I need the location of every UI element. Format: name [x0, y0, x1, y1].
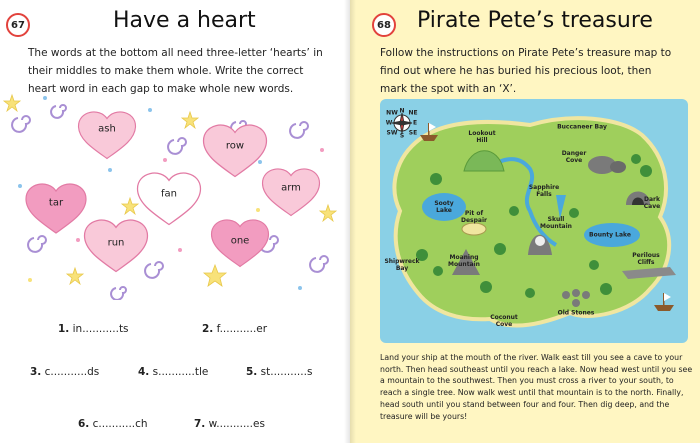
swirl-icon: [290, 122, 308, 138]
label-sooty-lake: Sooty Lake: [434, 200, 454, 214]
label-old-stones: Old Stones: [557, 309, 595, 317]
swirl-icon: [145, 262, 163, 278]
swirl-icon: [310, 256, 328, 272]
pirate-ship-icon: [654, 293, 674, 311]
label-dark-cave: Dark Cave: [643, 196, 661, 210]
swirl-icon: [51, 105, 66, 118]
label-bounty-lake: Bounty Lake: [589, 231, 631, 239]
label-perilous-cliffs: Perilous Cliffs: [632, 252, 660, 266]
answer-line-4[interactable]: 4. s...........tle: [138, 366, 209, 378]
compass-se: SE: [408, 129, 418, 137]
treasure-map[interactable]: [380, 99, 688, 343]
heart-label-one: one: [230, 235, 250, 247]
heart-ash: [79, 112, 136, 159]
pit-of-despair: [462, 223, 486, 235]
page-number-67: 67: [6, 13, 30, 37]
page-number-68: 68: [372, 13, 396, 37]
heart-label-arm: arm: [281, 182, 301, 194]
answer-line-1[interactable]: 1. in...........ts: [58, 323, 129, 335]
compass-w: W: [385, 119, 393, 127]
star-icon: [182, 112, 198, 128]
heart-label-row: row: [225, 140, 245, 152]
label-moaning-mountain: Moaning Mountain: [448, 254, 480, 268]
map-artwork: [380, 99, 688, 343]
page-title-pirate-petes-treasure: Pirate Pete’s treasure: [417, 8, 653, 33]
heart-label-run: run: [107, 237, 125, 249]
page-title-have-a-heart: Have a heart: [113, 8, 256, 33]
star-icon: [122, 198, 138, 214]
book-gutter: [344, 0, 356, 443]
label-shipwreck-bay: Shipwreck Bay: [384, 258, 420, 272]
heart-label-fan: fan: [161, 188, 177, 200]
heart-label-tar: tar: [48, 197, 64, 209]
compass-sw: SW: [386, 129, 398, 137]
star-icon: [4, 95, 20, 111]
answer-line-7[interactable]: 7. w...........es: [194, 418, 265, 430]
star-icon: [320, 205, 336, 221]
heart-tar: [26, 184, 86, 233]
compass-n: N: [399, 107, 405, 115]
right-page: [350, 0, 700, 443]
label-sapphire-falls: Sapphire Falls: [528, 184, 560, 198]
label-lookout-hill: Lookout Hill: [468, 130, 496, 144]
label-pit-of-despair: Pit of Despair: [461, 210, 487, 224]
compass-s: S: [399, 132, 405, 140]
compass-nw: NW: [386, 109, 398, 117]
star-icon: [204, 265, 226, 286]
answer-line-6[interactable]: 6. c...........ch: [78, 418, 148, 430]
compass-e: E: [412, 119, 418, 127]
label-coconut-cove: Coconut Cove: [490, 314, 518, 328]
answer-line-3[interactable]: 3. c...........ds: [30, 366, 100, 378]
heart-instructions: The words at the bottom all need three-letter ‘hearts’ in their middles to make them whole. Write the correct heart word in each gap to make whole new words.: [28, 47, 323, 95]
swirl-icon: [168, 138, 186, 154]
swirl-icon: [12, 116, 30, 132]
heart-label-ash: ash: [98, 123, 116, 135]
compass-ne: NE: [408, 109, 418, 117]
label-buccaneer-bay: Buccaneer Bay: [557, 123, 607, 131]
answer-line-5[interactable]: 5. st...........s: [246, 366, 313, 378]
swirl-icon: [111, 287, 126, 300]
star-icon: [67, 268, 83, 284]
label-skull-mountain: Skull Mountain: [540, 216, 572, 230]
label-danger-cove: Danger Cove: [561, 150, 587, 164]
treasure-directions: Land your ship at the mouth of the river. Walk east till you see a cave to your north. Then head southeast until you reach a lake. Now head west until you see a mountain to the southwest. Then you must cross a river to your south, to reach a single tree. Now walk west until that mountain is to the north. Finally, head south until you stand between four and four. Then dig deep, and the treasure will be yours!: [380, 353, 693, 421]
treasure-instructions: Follow the instructions on Pirate Pete’s treasure map to find out where he has buried his precious loot, then mark the spot with an ‘X’.: [380, 47, 672, 95]
swirl-icon: [28, 236, 46, 252]
answer-line-2[interactable]: 2. f...........er: [202, 323, 268, 335]
